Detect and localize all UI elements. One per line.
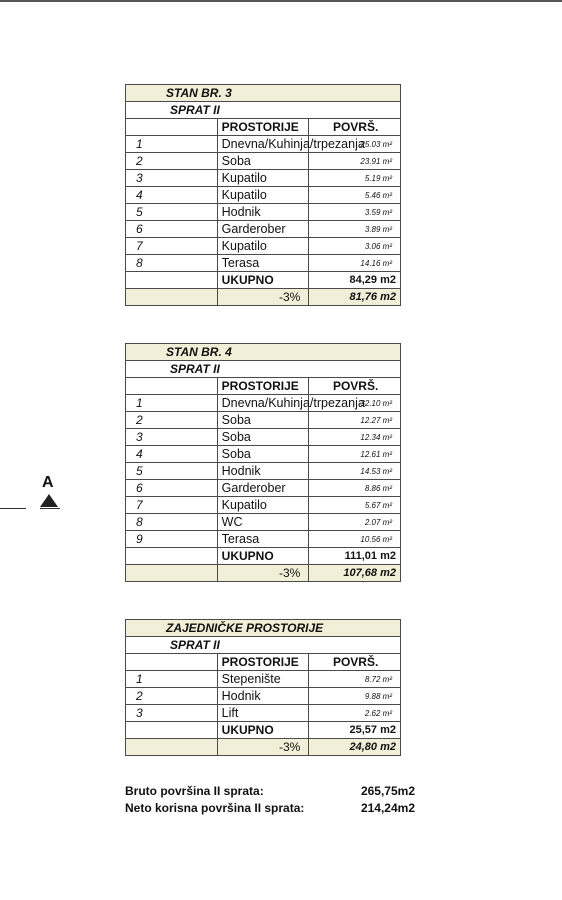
table-title: ZAJEDNIČKE PROSTORIJE [126, 620, 401, 637]
floor-label: SPRAT II [126, 102, 401, 119]
floor-label: SPRAT II [126, 637, 401, 654]
column-header-rooms: PROSTORIJE [217, 378, 309, 395]
row-number: 3 [126, 705, 218, 722]
apartment-3-table [125, 84, 401, 306]
room-area: 3.59 m² [309, 204, 401, 221]
room-area: 12.61 m² [309, 446, 401, 463]
column-header-row [126, 654, 401, 671]
gross-area-value: 265,75m2 [360, 784, 415, 798]
total-value: 25,57 m2 [309, 722, 401, 739]
room-area: 2.07 m² [309, 514, 401, 531]
table-row [126, 204, 401, 221]
total-label: UKUPNO [217, 548, 309, 565]
row-number: 7 [126, 497, 218, 514]
row-number: 5 [126, 204, 218, 221]
total-value: 84,29 m2 [309, 272, 401, 289]
row-number: 2 [126, 153, 218, 170]
room-area: 10.56 m² [309, 531, 401, 548]
total-label: UKUPNO [217, 272, 309, 289]
room-area: 2.62 m² [309, 705, 401, 722]
table-row [126, 187, 401, 204]
floor-row [126, 102, 401, 119]
room-area: 5.19 m² [309, 170, 401, 187]
reduced-num-cell [126, 565, 218, 582]
table-row [126, 531, 401, 548]
top-border-line [0, 0, 562, 2]
table-row [126, 136, 401, 153]
table-title-row [126, 85, 401, 102]
table-row [126, 446, 401, 463]
room-name: Terasa [217, 255, 309, 272]
room-name: Soba [217, 153, 309, 170]
row-number: 1 [126, 395, 218, 412]
floor-label: SPRAT II [126, 361, 401, 378]
room-name: Soba [217, 429, 309, 446]
room-area: 3.89 m² [309, 221, 401, 238]
column-header-num [126, 119, 218, 136]
row-number: 2 [126, 688, 218, 705]
room-area: 8.86 m² [309, 480, 401, 497]
room-area: 12.27 m² [309, 412, 401, 429]
row-number: 7 [126, 238, 218, 255]
row-number: 1 [126, 136, 218, 153]
floor-row [126, 361, 401, 378]
room-area: 8.72 m² [309, 671, 401, 688]
section-marker-tick [40, 508, 60, 509]
section-line [0, 508, 26, 509]
total-num-cell [126, 548, 218, 565]
row-number: 5 [126, 463, 218, 480]
table-title: STAN BR. 3 [126, 85, 401, 102]
row-number: 3 [126, 170, 218, 187]
room-name: Kupatilo [217, 187, 309, 204]
common-rooms-table [125, 619, 401, 756]
column-header-num [126, 654, 218, 671]
column-header-rooms: PROSTORIJE [217, 119, 309, 136]
column-header-rooms: PROSTORIJE [217, 654, 309, 671]
room-name: Garderober [217, 480, 309, 497]
table-row [126, 395, 401, 412]
room-name: Hodnik [217, 204, 309, 221]
reduction-label: -3% [217, 739, 309, 756]
table-row [126, 671, 401, 688]
room-name: WC [217, 514, 309, 531]
total-row [126, 548, 401, 565]
room-name: Garderober [217, 221, 309, 238]
row-number: 9 [126, 531, 218, 548]
row-number: 8 [126, 514, 218, 531]
row-number: 2 [126, 412, 218, 429]
table-row [126, 170, 401, 187]
room-area: 12.34 m² [309, 429, 401, 446]
table-row [126, 153, 401, 170]
reduced-num-cell [126, 739, 218, 756]
reduced-value: 107,68 m2 [309, 565, 401, 582]
floor-summary [125, 783, 415, 817]
total-num-cell [126, 272, 218, 289]
reduced-value: 81,76 m2 [309, 289, 401, 306]
reduction-label: -3% [217, 565, 309, 582]
room-area: 3.06 m² [309, 238, 401, 255]
reduced-value: 24,80 m2 [309, 739, 401, 756]
table-row [126, 463, 401, 480]
column-header-area: POVRŠ. [309, 119, 401, 136]
section-arrow-icon [40, 494, 58, 507]
room-name: Lift [217, 705, 309, 722]
room-area: 14.16 m² [309, 255, 401, 272]
room-name: Dnevna/Kuhinja/trpezanja [217, 136, 309, 153]
table-title: STAN BR. 4 [126, 344, 401, 361]
table-row [126, 497, 401, 514]
table-title-row [126, 620, 401, 637]
table-row [126, 705, 401, 722]
room-name: Stepenište [217, 671, 309, 688]
column-header-row [126, 119, 401, 136]
room-name: Kupatilo [217, 238, 309, 255]
table-title-row [126, 344, 401, 361]
row-number: 3 [126, 429, 218, 446]
table-row [126, 514, 401, 531]
reduction-label: -3% [217, 289, 309, 306]
row-number: 6 [126, 480, 218, 497]
room-area: 32.10 m² [309, 395, 401, 412]
column-header-num [126, 378, 218, 395]
total-label: UKUPNO [217, 722, 309, 739]
table-row [126, 238, 401, 255]
gross-area-label: Bruto površina II sprata: [125, 784, 264, 798]
total-value: 111,01 m2 [309, 548, 401, 565]
room-area: 9.88 m² [309, 688, 401, 705]
row-number: 4 [126, 187, 218, 204]
table-row [126, 221, 401, 238]
table-row [126, 429, 401, 446]
table-row [126, 688, 401, 705]
room-area: 5.46 m² [309, 187, 401, 204]
total-num-cell [126, 722, 218, 739]
total-row [126, 722, 401, 739]
room-area: 5.67 m² [309, 497, 401, 514]
room-name: Kupatilo [217, 497, 309, 514]
apartment-4-table [125, 343, 401, 582]
table-row [126, 255, 401, 272]
room-area: 23.91 m² [309, 153, 401, 170]
floor-row [126, 637, 401, 654]
room-name: Soba [217, 446, 309, 463]
total-row [126, 272, 401, 289]
row-number: 6 [126, 221, 218, 238]
room-name: Soba [217, 412, 309, 429]
room-name: Kupatilo [217, 170, 309, 187]
room-name: Terasa [217, 531, 309, 548]
reduced-num-cell [126, 289, 218, 306]
row-number: 1 [126, 671, 218, 688]
row-number: 8 [126, 255, 218, 272]
column-header-area: POVRŠ. [309, 378, 401, 395]
room-area: 14.53 m² [309, 463, 401, 480]
reduced-row [126, 739, 401, 756]
room-name: Hodnik [217, 688, 309, 705]
room-area: 25.03 m² [309, 136, 401, 153]
reduced-row [126, 289, 401, 306]
room-name: Dnevna/Kuhinja/trpezanja [217, 395, 309, 412]
net-area-label: Neto korisna površina II sprata: [125, 801, 305, 815]
section-marker-letter: A [42, 474, 54, 491]
row-number: 4 [126, 446, 218, 463]
net-area-value: 214,24m2 [360, 801, 415, 815]
table-row [126, 412, 401, 429]
table-row [126, 480, 401, 497]
reduced-row [126, 565, 401, 582]
room-name: Hodnik [217, 463, 309, 480]
column-header-area: POVRŠ. [309, 654, 401, 671]
column-header-row [126, 378, 401, 395]
